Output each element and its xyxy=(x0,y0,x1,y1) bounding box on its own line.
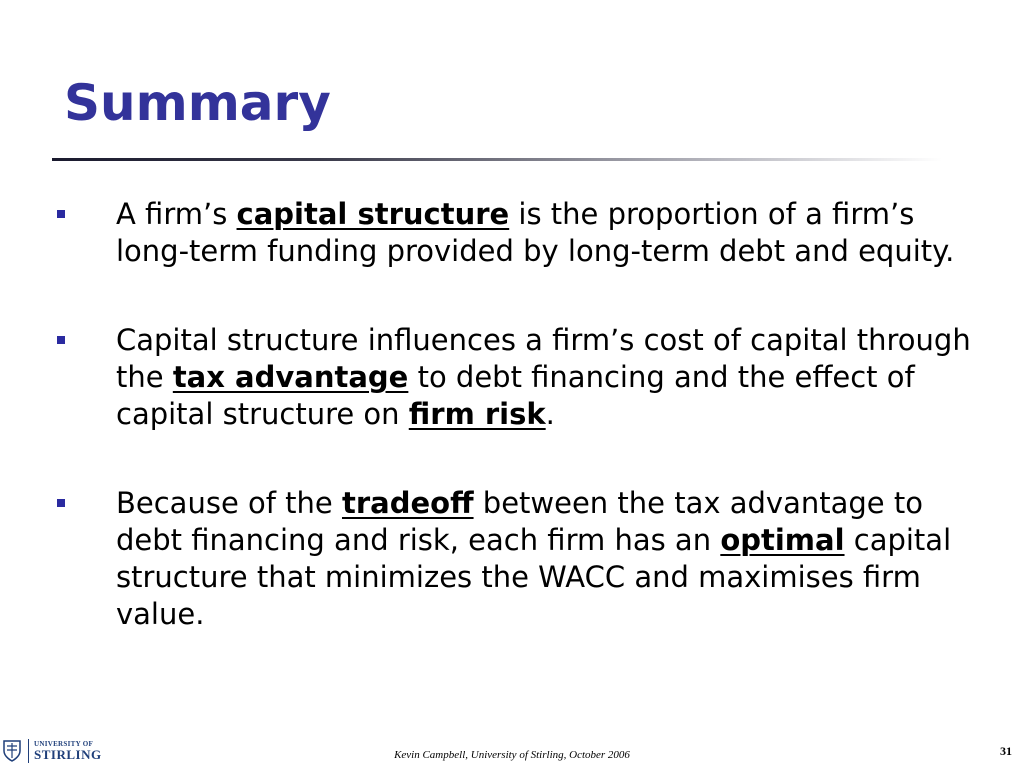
bullet-text-segment: A firm’s xyxy=(116,197,237,231)
keyword-firm-risk: firm risk xyxy=(408,397,546,431)
bullet-text xyxy=(116,486,951,631)
logo-line-2: STIRLING xyxy=(34,747,102,762)
keyword-tradeoff: tradeoff xyxy=(341,486,474,520)
page-number: 31 xyxy=(1000,744,1012,758)
bullet-text xyxy=(116,197,954,268)
bullet-list xyxy=(52,196,972,633)
keyword-capital-structure: capital structure xyxy=(236,197,510,231)
bullet-text-segment: between the tax advantage to debt financing and risk, each firm has an xyxy=(116,486,923,557)
footer-credit: Kevin Campbell, University of Stirling, October 2006 xyxy=(394,749,630,761)
slide-title: Summary xyxy=(64,74,331,132)
title-divider xyxy=(52,158,942,161)
bullet-text-segment: Capital structure influences a firm’s cost of capital through the xyxy=(116,323,971,394)
keyword-tax-advantage: tax advantage xyxy=(172,360,409,394)
keyword-optimal: optimal xyxy=(720,523,845,557)
square-bullet-icon xyxy=(57,336,65,344)
bullet-text-segment: is the proportion of a firm’s long-term funding provided by long-term debt and equity. xyxy=(116,197,955,268)
bullet-item xyxy=(52,322,972,433)
bullet-text-segment: Because of the xyxy=(116,486,342,520)
square-bullet-icon xyxy=(57,499,65,507)
square-bullet-icon xyxy=(57,210,65,218)
logo-line-1: UNIVERSITY OF xyxy=(34,740,94,748)
bullet-text-segment: . xyxy=(545,397,555,431)
bullet-text xyxy=(116,323,971,431)
bullet-item xyxy=(52,485,972,633)
bullet-item xyxy=(52,196,972,270)
bullet-text-segment: capital structure that minimizes the WACC and maximises firm value. xyxy=(116,523,952,631)
bullet-text-segment: to debt financing and the effect of capital structure on xyxy=(116,360,915,431)
